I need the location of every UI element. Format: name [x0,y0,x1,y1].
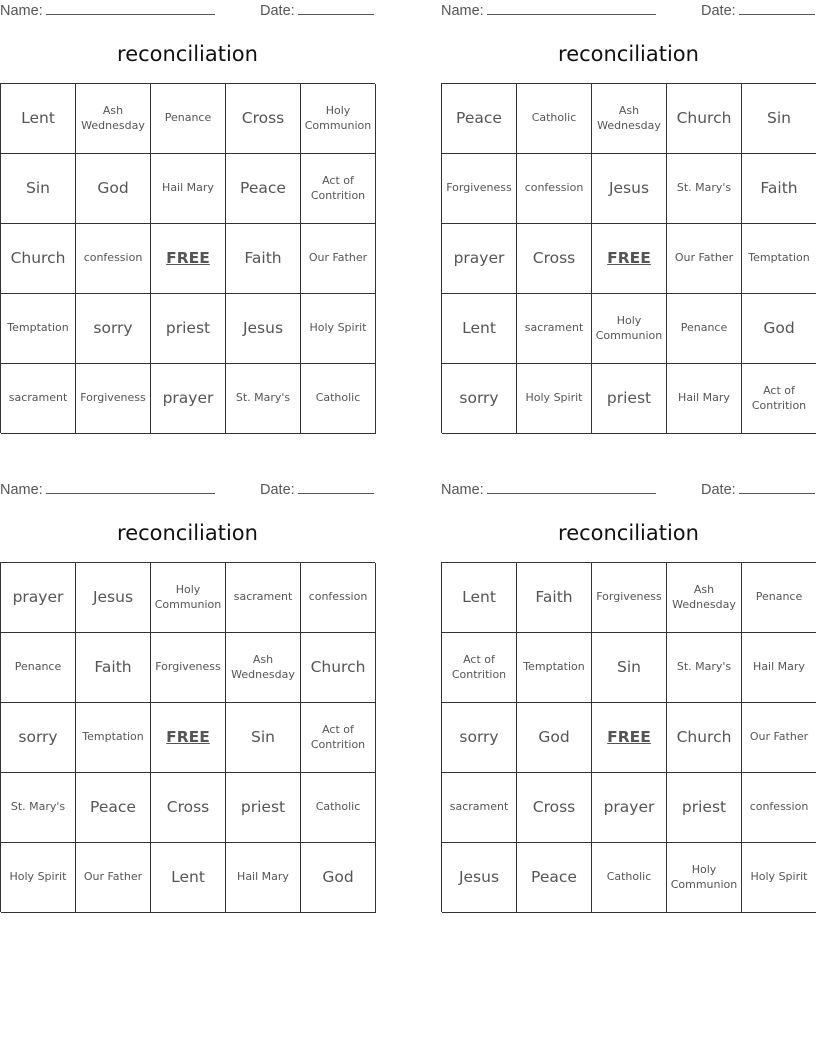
bingo-cell[interactable]: priest [151,294,226,364]
bingo-cell[interactable]: Peace [442,84,517,154]
bingo-cell[interactable]: Lent [1,84,76,154]
bingo-cell[interactable]: Holy Communion [151,563,226,633]
bingo-cell[interactable]: God [301,843,376,913]
bingo-cell[interactable]: Lent [442,294,517,364]
bingo-cell[interactable]: Penance [151,84,226,154]
bingo-cell[interactable]: Holy Communion [301,84,376,154]
bingo-cell[interactable]: Temptation [517,633,592,703]
bingo-cell[interactable]: Forgiveness [76,364,151,434]
date-field[interactable] [260,481,374,498]
header-line [0,481,375,499]
bingo-cell[interactable]: priest [667,773,742,843]
bingo-cell[interactable]: Cross [517,773,592,843]
bingo-cell[interactable]: Cross [226,84,301,154]
bingo-cell[interactable]: Church [1,224,76,294]
bingo-card-3 [0,479,375,912]
name-field[interactable] [441,481,656,498]
bingo-cell[interactable]: Forgiveness [151,633,226,703]
date-blank[interactable] [298,481,374,494]
bingo-cell[interactable]: Penance [742,563,816,633]
bingo-cell[interactable]: Our Father [667,224,742,294]
bingo-cell[interactable]: Our Father [76,843,151,913]
bingo-cell[interactable]: sorry [442,703,517,773]
bingo-cell[interactable]: sorry [442,364,517,434]
bingo-cell[interactable]: Temptation [1,294,76,364]
bingo-cell[interactable]: Catholic [301,773,376,843]
bingo-cell[interactable]: prayer [1,563,76,633]
bingo-cell[interactable]: sacrament [442,773,517,843]
bingo-cell[interactable]: Faith [742,154,816,224]
bingo-cell[interactable]: Hail Mary [667,364,742,434]
bingo-cell[interactable]: Sin [1,154,76,224]
bingo-cell[interactable]: priest [592,364,667,434]
bingo-cell[interactable]: sacrament [226,563,301,633]
bingo-cell[interactable]: Jesus [76,563,151,633]
bingo-cell[interactable]: Hail Mary [151,154,226,224]
bingo-cell[interactable]: St. Mary's [667,154,742,224]
bingo-cell[interactable]: Act of Contrition [742,364,816,434]
bingo-grid [0,83,375,433]
bingo-cell[interactable]: Act of Contrition [301,154,376,224]
bingo-cell[interactable]: Act of Contrition [301,703,376,773]
bingo-cell[interactable]: Jesus [592,154,667,224]
card-title: reconciliation [558,42,699,66]
bingo-cell[interactable]: Peace [517,843,592,913]
bingo-cell[interactable]: Hail Mary [226,843,301,913]
card-title: reconciliation [117,521,258,545]
name-field[interactable] [441,2,656,19]
bingo-cell[interactable]: Holy Spirit [517,364,592,434]
bingo-cell[interactable]: Ash Wednesday [226,633,301,703]
bingo-cell[interactable]: St. Mary's [226,364,301,434]
bingo-cell[interactable]: prayer [151,364,226,434]
bingo-card-2 [441,0,816,433]
bingo-grid [441,83,816,433]
bingo-cell[interactable]: Temptation [76,703,151,773]
bingo-cell[interactable]: priest [226,773,301,843]
date-label: Date: [701,3,736,19]
bingo-card-4 [441,479,816,912]
name-field[interactable] [0,481,215,498]
bingo-cell[interactable]: Church [667,703,742,773]
bingo-cell[interactable]: sacrament [1,364,76,434]
bingo-cell[interactable]: Temptation [742,224,816,294]
bingo-cell[interactable]: prayer [442,224,517,294]
free-space-cell[interactable]: FREE [151,224,226,294]
date-field[interactable] [260,2,374,19]
date-label: Date: [701,482,736,498]
bingo-cell[interactable]: God [517,703,592,773]
bingo-cell[interactable]: Act of Contrition [442,633,517,703]
free-space-cell[interactable]: FREE [592,703,667,773]
header-line [0,2,375,20]
free-space-cell[interactable]: FREE [592,224,667,294]
header-line [441,2,816,20]
bingo-cell[interactable]: Church [301,633,376,703]
free-space-cell[interactable]: FREE [151,703,226,773]
bingo-grid [0,562,375,912]
card-title: reconciliation [117,42,258,66]
name-label: Name: [0,3,43,19]
bingo-cell[interactable]: Catholic [301,364,376,434]
date-blank[interactable] [739,481,815,494]
name-label: Name: [441,482,484,498]
bingo-cell[interactable]: Ash Wednesday [592,84,667,154]
bingo-cell[interactable]: God [742,294,816,364]
date-label: Date: [260,482,295,498]
bingo-cell[interactable]: sorry [1,703,76,773]
date-blank[interactable] [739,2,815,15]
bingo-cell[interactable]: Ash Wednesday [667,563,742,633]
bingo-cell[interactable]: St. Mary's [1,773,76,843]
bingo-cell[interactable]: confession [742,773,816,843]
bingo-cell[interactable]: Jesus [442,843,517,913]
bingo-cell[interactable]: Cross [151,773,226,843]
bingo-cell[interactable]: confession [76,224,151,294]
bingo-cell[interactable]: Sin [742,84,816,154]
bingo-cell[interactable]: Hail Mary [742,633,816,703]
bingo-cell[interactable]: Ash Wednesday [76,84,151,154]
bingo-cell[interactable]: Our Father [742,703,816,773]
bingo-cell[interactable]: Sin [592,633,667,703]
bingo-cell[interactable]: Cross [517,224,592,294]
bingo-cell[interactable]: Lent [151,843,226,913]
bingo-cell[interactable]: Holy Communion [667,843,742,913]
date-blank[interactable] [298,2,374,15]
bingo-cell[interactable]: sorry [76,294,151,364]
name-blank[interactable] [46,2,215,15]
bingo-cell[interactable]: Jesus [226,294,301,364]
bingo-cell[interactable]: Holy Spirit [742,843,816,913]
bingo-cell[interactable]: Forgiveness [592,563,667,633]
name-blank[interactable] [487,481,656,494]
bingo-cell[interactable]: confession [517,154,592,224]
date-label: Date: [260,3,295,19]
bingo-cell[interactable]: Peace [226,154,301,224]
bingo-cell[interactable]: Sin [226,703,301,773]
bingo-cell[interactable]: Peace [76,773,151,843]
bingo-cell[interactable]: Penance [1,633,76,703]
bingo-grid [441,562,816,912]
name-field[interactable] [0,2,215,19]
bingo-cell[interactable]: Faith [517,563,592,633]
bingo-cell[interactable]: Holy Spirit [1,843,76,913]
bingo-cell[interactable]: Faith [76,633,151,703]
bingo-cell[interactable]: Holy Communion [592,294,667,364]
name-blank[interactable] [487,2,656,15]
name-blank[interactable] [46,481,215,494]
bingo-cell[interactable]: Catholic [592,843,667,913]
name-label: Name: [0,482,43,498]
header-line [441,481,816,499]
bingo-cell[interactable]: Church [667,84,742,154]
date-field[interactable] [701,2,815,19]
bingo-cell[interactable]: prayer [592,773,667,843]
bingo-cell[interactable]: Our Father [301,224,376,294]
bingo-cell[interactable]: St. Mary's [667,633,742,703]
bingo-cell[interactable]: Faith [226,224,301,294]
bingo-cell[interactable]: Penance [667,294,742,364]
bingo-cell[interactable]: sacrament [517,294,592,364]
date-field[interactable] [701,481,815,498]
bingo-cell[interactable]: Catholic [517,84,592,154]
bingo-cell[interactable]: Holy Spirit [301,294,376,364]
bingo-cell[interactable]: confession [301,563,376,633]
card-title: reconciliation [558,521,699,545]
bingo-card-1 [0,0,375,433]
name-label: Name: [441,3,484,19]
bingo-cell[interactable]: Lent [442,563,517,633]
bingo-cell[interactable]: God [76,154,151,224]
bingo-cell[interactable]: Forgiveness [442,154,517,224]
